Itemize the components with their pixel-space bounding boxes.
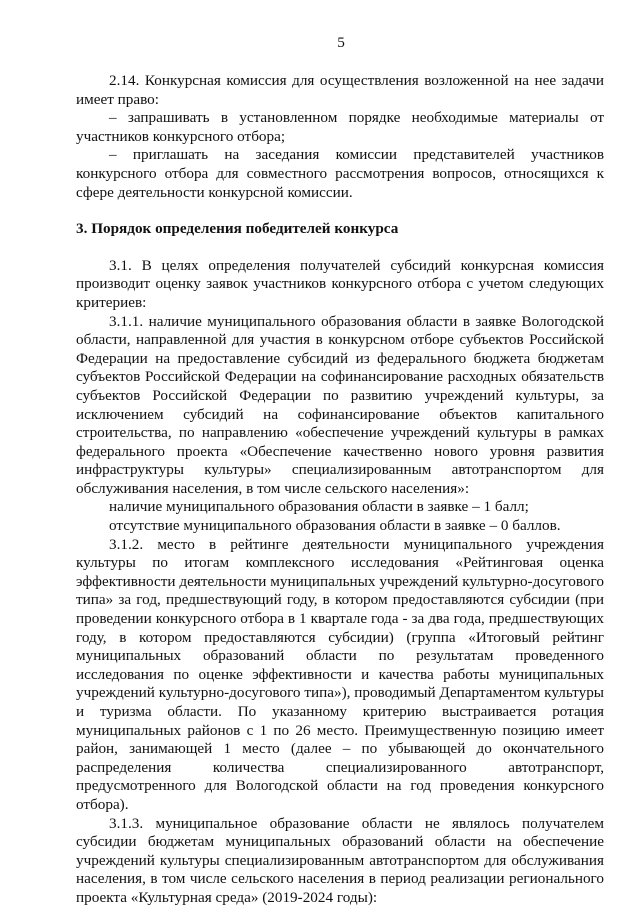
paragraph-3-1-1: 3.1.1. наличие муниципального образования области в заявке Вологодской области, направленной для участия в конкурсном отборе субъектов Российской Федерации на предоставление субсидий из федерального бюджета бюджетам субъектов Российской Федерации на софинансирование расходных обязательств субъектов Российской Федерации по развитию учреждений культуры, за исключением субсидий на софинансирование объектов капитального строительства, по направлению «обеспечение учреждений культуры в рамках федерального проекта «Обеспечение качественно нового уровня развития инфраструктуры культуры» специализированным автотранспортом для обслуживания населения, в том числе сельского населения»: [76, 312, 604, 497]
page-number: 5 [337, 34, 345, 51]
paragraph-3-1: 3.1. В целях определения получателей субсидий конкурсная комиссия производит оценку заявок участников конкурсного отбора с учетом следующих критериев: [76, 256, 604, 311]
paragraph-3-1-3: 3.1.3. муниципальное образование области не являлось получателем субсидии бюджетам муниципальных образований области на обеспечение учреждений культуры специализированным автотранспортом для обслуживания населения, в том числе сельского населения в период реализации регионального проекта «Культурная среда» (2019-2024 годы): [76, 814, 604, 906]
paragraph-2-14: 2.14. Конкурсная комиссия для осуществления возложенной на нее задачи имеет право: [76, 72, 604, 108]
paragraph-3-1-2: 3.1.2. место в рейтинге деятельности муниципального учреждения культуры по итогам комплексного исследования «Рейтинговая оценка эффективности деятельности муниципальных учреждений культурно-досугового типа» за год, предшествующий году, в котором предоставляются субсидии (при проведении конкурсного отбора в 1 квартале года - за два года, предшествующих году, в котором предоставляются субсидии) (группа «Итоговый рейтинг муниципальных образований области по результатам проведенного исследования по оценке эффективности и качества работы муниципальных учреждений культурно-досугового типа»), проводимый Департаментом культуры и туризма области. По указанному критерию выстраивается ротация муниципальных районов с 1 по 26 место. Преимущественную позицию имеет район, занимающей 1 место (далее – по убывающей до окончательного распределения количества специализированного автотранспорт, предусмотренного для Вологодской области на год проведения конкурсного отбора). [76, 535, 604, 813]
document-page [76, 34, 604, 908]
list-item-request-materials: – запрашивать в установленном порядке необходимые материалы от участников конкурсного отбора; [76, 109, 604, 145]
list-item-invite-representatives: – приглашать на заседания комиссии представителей участников конкурсного отбора для совместного рассмотрения вопросов, относящихся к сфере деятельности конкурсной комиссии. [76, 146, 604, 201]
score-absent-line: отсутствие муниципального образования области в заявке – 0 баллов. [109, 517, 561, 535]
section-heading: 3. Порядок определения победителей конкурса [76, 220, 399, 238]
score-present-line: наличие муниципального образования области в заявке – 1 балл; [109, 498, 529, 516]
